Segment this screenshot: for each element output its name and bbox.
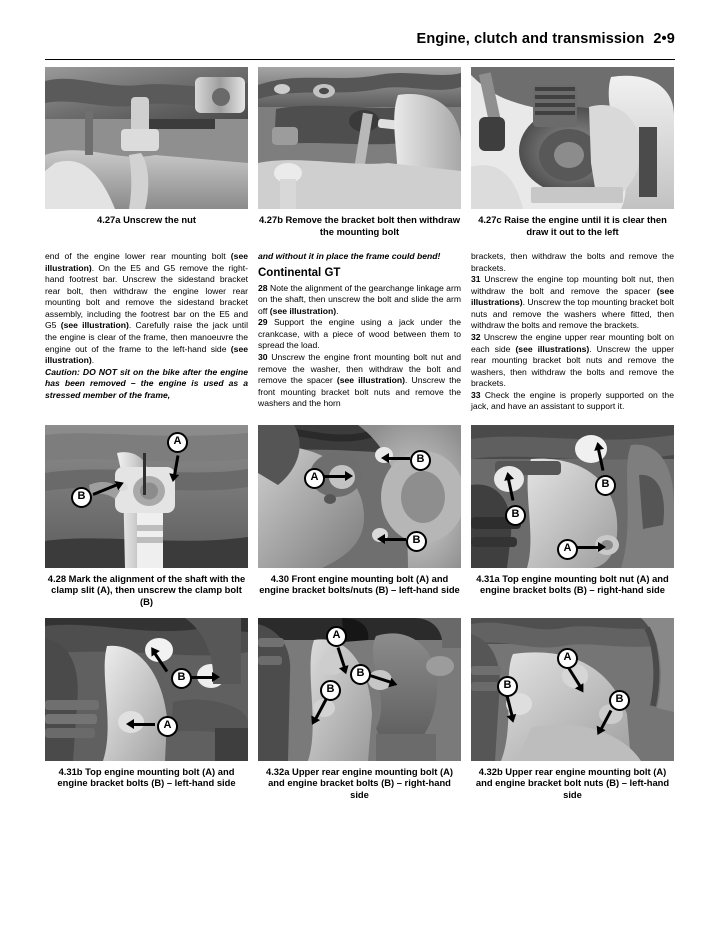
figure-4-31b	[45, 618, 248, 801]
text-run: Unscrew the engine front mounting bolt nut and remove the washer, then withdraw the bolt and remove the spacer	[258, 351, 461, 386]
callout-marker-b: B	[71, 487, 92, 508]
photo-row-3	[45, 618, 675, 801]
text-run: . Unscrew the front mounting bracket bolt nuts and remove the washers and the horn	[258, 375, 462, 409]
figure-4-30	[258, 425, 461, 608]
see-illustration-ref: (see illustration)	[60, 320, 129, 331]
see-illustration-ref: (see illustration)	[45, 343, 248, 366]
step-30	[258, 352, 461, 410]
step-number: 30	[258, 351, 268, 362]
engine-photo-graphic	[45, 67, 248, 209]
step-number: 31	[471, 274, 481, 285]
photo-row-1	[45, 67, 675, 237]
text-run: .	[336, 305, 339, 316]
step-number: 33	[471, 389, 481, 400]
see-illustration-ref: (see illustration)	[336, 375, 405, 386]
caption-4-27c: 4.27c Raise the engine until it is clear then draw it out to the left	[478, 213, 667, 237]
step-number: 29	[258, 317, 268, 328]
callout-marker-a: A	[326, 626, 347, 647]
step-29	[258, 317, 461, 352]
figure-4-31a	[471, 425, 674, 608]
see-illustration-ref: (see illustrations)	[471, 285, 674, 308]
step-number: 28	[258, 282, 268, 293]
callout-marker-b: B	[609, 690, 630, 711]
text-run: Support the engine using a jack under the crankcase, with a piece of wood between them to spread the load.	[258, 317, 461, 351]
photo-4-27a	[45, 67, 248, 209]
photo-image	[258, 425, 461, 568]
upper-rear-rh-photo-graphic	[258, 618, 461, 761]
callout-arrow	[388, 457, 410, 460]
front-mounting-photo-graphic	[258, 425, 461, 568]
text-run: Unscrew the engine top mounting bolt nut, then withdraw the bolt and remove the spacer	[471, 274, 674, 296]
photo-image	[471, 67, 674, 209]
figure-4-32a	[258, 618, 461, 801]
photo-image	[258, 618, 461, 761]
callout-marker-a: A	[304, 468, 325, 489]
caption-4-32b: 4.32b Upper rear engine mounting bolt (A) and engine bracket bolt nuts (B) – left-hand side	[475, 765, 670, 800]
photo-4-31b	[45, 618, 248, 761]
caption-4-30: 4.30 Front engine mounting bolt (A) and engine bracket bolts/nuts (B) – left-hand side	[259, 572, 460, 596]
callout-marker-a: A	[557, 648, 578, 669]
photo-image	[258, 67, 461, 209]
callout-marker-b: B	[505, 505, 526, 526]
text-run: .	[91, 355, 95, 366]
callout-marker-b: B	[350, 664, 371, 685]
callout-marker-b: B	[406, 531, 427, 552]
body-column-2	[258, 251, 461, 413]
step-32	[471, 332, 674, 390]
callout-marker-a: A	[157, 716, 178, 737]
figure-4-27b	[258, 67, 461, 237]
photo-image	[45, 67, 248, 209]
photo-4-27b	[258, 67, 461, 209]
photo-image	[45, 618, 248, 761]
caption-4-27a: 4.27a Unscrew the nut	[97, 213, 196, 225]
caution-note: Caution: DO NOT sit on the bike after the engine has been removed – the engine is used as a stressed member of the frame,	[45, 366, 248, 400]
text-run: end of the engine lower rear mounting bolt	[45, 251, 231, 262]
caption-4-31b: 4.31b Top engine mounting bolt (A) and engine bracket bolts (B) – left-hand side	[57, 765, 236, 789]
paragraph-27-continued	[45, 251, 248, 366]
photo-4-32a	[258, 618, 461, 761]
subheading-continental-gt: Continental GT	[258, 266, 341, 279]
figure-4-28	[45, 425, 248, 608]
figure-4-27a	[45, 67, 248, 237]
text-run: Check the engine is properly supported on the jack, and have an assistant to support it.	[471, 389, 674, 412]
callout-arrow	[384, 538, 406, 541]
callout-marker-a: A	[167, 432, 188, 453]
callout-marker-b: B	[320, 680, 341, 701]
engine-photo-graphic	[258, 67, 461, 209]
callout-marker-b: B	[497, 676, 518, 697]
caption-4-31a: 4.31a Top engine mounting bolt nut (A) and engine bracket bolts (B) – right-hand side	[476, 572, 669, 596]
photo-row-2	[45, 425, 675, 608]
body-column-1	[45, 251, 248, 413]
caption-4-28: 4.28 Mark the alignment of the shaft with the clamp slit (A), then unscrew the clamp bolt (B)	[47, 572, 246, 607]
see-illustration-ref: (see illustration)	[269, 305, 337, 316]
step-number: 32	[471, 331, 481, 342]
figure-4-32b	[471, 618, 674, 801]
figure-4-27c	[471, 67, 674, 237]
photo-4-31a	[471, 425, 674, 568]
body-column-3	[471, 251, 674, 413]
callout-marker-b: B	[595, 475, 616, 496]
engine-photo-graphic	[471, 67, 674, 209]
page-header	[45, 0, 675, 48]
text-run: Unscrew the engine upper rear mounting bolt on each side	[471, 331, 674, 354]
photo-4-27c	[471, 67, 674, 209]
photo-4-28	[45, 425, 248, 568]
step-30-continued: brackets, then withdraw the bolts and remove the brackets.	[471, 251, 674, 273]
text-run: Note the alignment of the gearchange linkage arm on the shaft, then unscrew the bolt and slide the arm off	[258, 282, 461, 316]
step-33	[471, 390, 674, 413]
text-run: . Unscrew the top mounting bracket bolt nuts and remove the washers where fitted, then withdraw the bolts and remove the brackets.	[471, 297, 675, 331]
see-illustration-ref: (see illustrations)	[515, 343, 590, 354]
body-columns	[45, 251, 675, 413]
callout-arrow	[133, 723, 155, 726]
top-mounting-lh-photo-graphic	[45, 618, 248, 761]
text-run: . On the E5 and G5 remove the right-hand footrest bar. Unscrew the sidestand bracket rear bolt, then withdraw the engine lower rear mounting bolt and remove the sidestand bracket assembly, including the footrest bar on the E5 and G5	[45, 262, 248, 331]
caption-4-27b: 4.27b Remove the bracket bolt then withdraw the mounting bolt	[258, 213, 461, 237]
caution-note-continued: and without it in place the frame could bend!	[258, 251, 441, 262]
page-number: 2•9	[653, 31, 675, 47]
step-31	[471, 274, 674, 332]
callout-arrow	[191, 676, 213, 679]
text-run: . Unscrew the upper rear mounting bracket bolt nuts and remove the washers, then withdraw the bolts and remove the brackets.	[471, 343, 674, 389]
photo-4-32b	[471, 618, 674, 761]
callout-marker-b: B	[410, 450, 431, 471]
text-run: . Carefully raise the jack until the engine is clear of the frame, then manoeuvre the engine out of the frame to the left-hand side	[45, 320, 248, 354]
callout-marker-a: A	[557, 539, 578, 560]
photo-4-30	[258, 425, 461, 568]
callout-marker-b: B	[171, 668, 192, 689]
see-illustration-ref: (see illustration)	[45, 251, 248, 273]
chapter-title: Engine, clutch and transmission	[416, 31, 645, 47]
header-rule	[45, 59, 675, 60]
callout-arrow	[577, 546, 599, 549]
caption-4-32a: 4.32a Upper rear engine mounting bolt (A) and engine bracket bolts (B) – right-hand side	[265, 765, 453, 800]
callout-arrow	[324, 475, 346, 478]
step-28	[258, 283, 461, 318]
